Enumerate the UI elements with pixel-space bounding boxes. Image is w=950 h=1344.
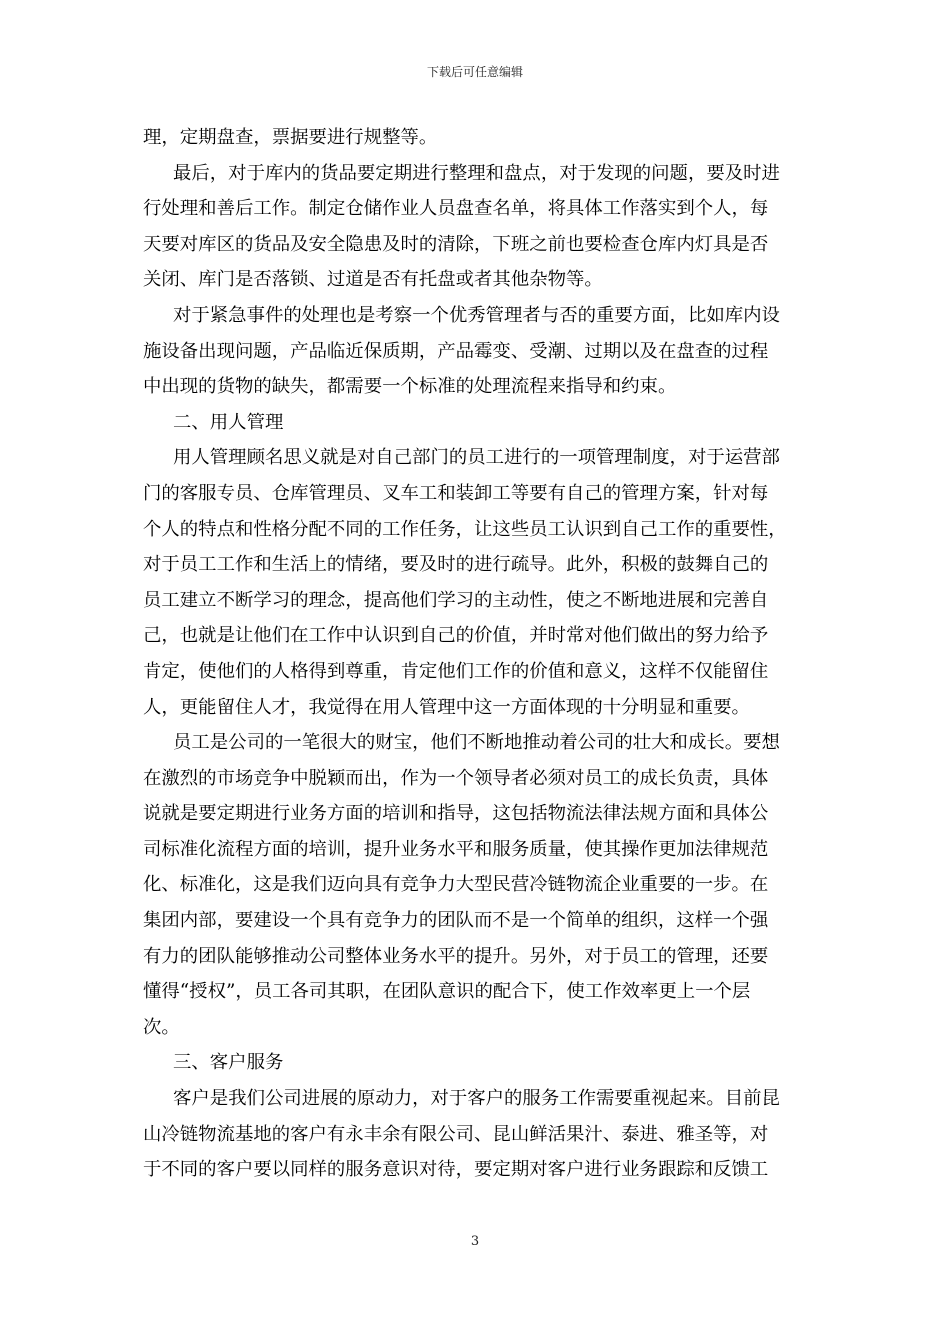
text-line: 说就是要定期进行业务方面的培训和指导，这包括物流法律法规方面和具体公	[143, 803, 769, 825]
text-line: 三、客户服务	[173, 1052, 284, 1074]
text-line: 对于员工工作和生活上的情绪，要及时的进行疏导。此外，积极的鼓舞自己的	[143, 554, 769, 576]
paragraph	[143, 440, 811, 725]
paragraph	[143, 156, 811, 298]
text-line: 个人的特点和性格分配不同的工作任务，让这些员工认识到自己工作的重要性，	[143, 518, 787, 540]
paragraph	[143, 405, 811, 441]
page-header: 下载后可任意编辑	[426, 65, 523, 79]
text-line: 行处理和善后工作。制定仓储作业人员盘查名单，将具体工作落实到个人，每	[143, 198, 769, 220]
text-line: 门的客服专员、仓库管理员、叉车工和装卸工等要有自己的管理方案，针对每	[143, 482, 769, 504]
text-line: 二、用人管理	[173, 411, 284, 433]
text-line: 肯定，使他们的人格得到尊重，肯定他们工作的价值和意义，这样不仅能留住	[143, 660, 769, 682]
text-line: 用人管理顾名思义就是对自己部门的员工进行的一项管理制度，对于运营部	[173, 447, 780, 469]
text-line: 集团内部，要建设一个具有竞争力的团队而不是一个简单的组织，这样一个强	[143, 910, 769, 932]
text-line: 对于紧急事件的处理也是考察一个优秀管理者与否的重要方面，比如库内设	[173, 304, 780, 326]
paragraph	[143, 1045, 811, 1081]
text-line: 员工建立不断学习的理念，提高他们学习的主动性，使之不断地进展和完善自	[143, 589, 769, 611]
text-line: 己，也就是让他们在工作中认识到自己的价值，并时常对他们做出的努力给予	[143, 625, 769, 647]
text-line: 关闭、库门是否落锁、过道是否有托盘或者其他杂物等。	[143, 269, 603, 291]
text-line: 在激烈的市场竞争中脱颖而出，作为一个领导者必须对员工的成长负责，具体	[143, 767, 769, 789]
text-line: 司标准化流程方面的培训，提升业务水平和服务质量，使其操作更加法律规范	[143, 838, 769, 860]
text-line: 最后，对于库内的货品要定期进行整理和盘点，对于发现的问题，要及时进	[173, 162, 780, 184]
document-body	[143, 120, 811, 1188]
text-line: 中出现的货物的缺失，都需要一个标准的处理流程来指导和约束。	[143, 376, 677, 398]
paragraph	[143, 298, 811, 405]
text-line: 施设备出现问题，产品临近保质期，产品霉变、受潮、过期以及在盘查的过程	[143, 340, 769, 362]
text-line: 天要对库区的货品及安全隐患及时的清除，下班之前也要检查仓库内灯具是否	[143, 233, 769, 255]
text-line: 有力的团队能够推动公司整体业务水平的提升。另外，对于员工的管理，还要	[143, 945, 769, 967]
text-line: 人，更能留住人才，我觉得在用人管理中这一方面体现的十分明显和重要。	[143, 696, 750, 718]
text-line: 员工是公司的一笔很大的财宝，他们不断地推动着公司的壮大和成长。要想	[173, 732, 780, 754]
text-line: 于不同的客户要以同样的服务意识对待，要定期对客户进行业务跟踪和反馈工	[143, 1159, 769, 1181]
text-line: 化、标准化，这是我们迈向具有竞争力大型民营冷链物流企业重要的一步。在	[143, 874, 769, 896]
text-line: 理，定期盘查，票据要进行规整等。	[143, 127, 438, 148]
paragraph	[143, 725, 811, 1045]
paragraph	[143, 1081, 811, 1188]
text-line: 懂得“授权”，员工各司其职，在团队意识的配合下，使工作效率更上一个层	[143, 981, 751, 1003]
page-number: 3	[470, 1234, 480, 1249]
text-line: 次。	[143, 1016, 180, 1038]
paragraph	[143, 120, 811, 156]
text-line: 山冷链物流基地的客户有永丰余有限公司、昆山鲜活果汁、泰进、雅圣等，对	[143, 1123, 769, 1145]
text-line: 客户是我们公司进展的原动力，对于客户的服务工作需要重视起来。目前昆	[173, 1088, 780, 1110]
